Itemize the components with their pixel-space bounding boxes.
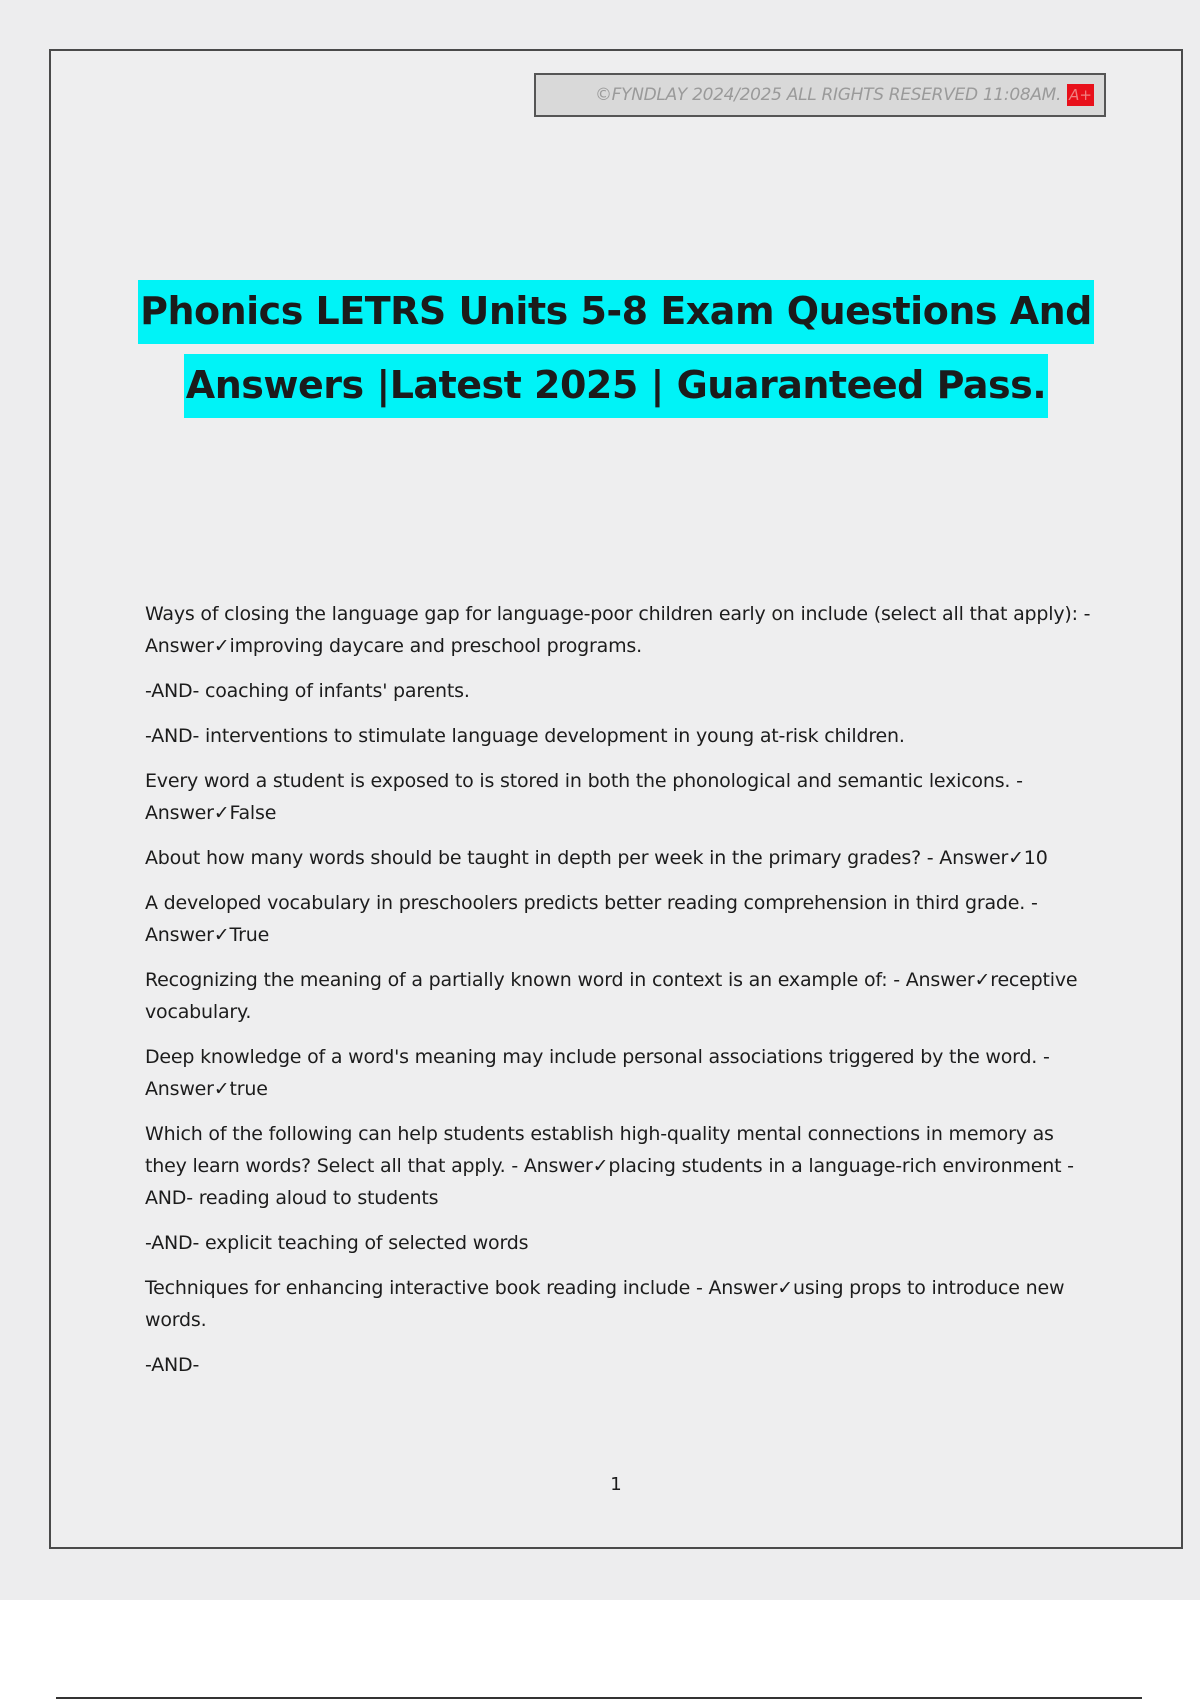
document-title bbox=[60, 280, 1172, 418]
copyright-text: ©FYNDLAY 2024/2025 ALL RIGHTS RESERVED 11:08AM. bbox=[594, 85, 1062, 105]
paragraph: About how many words should be taught in depth per week in the primary grades? - Answer✓10 bbox=[145, 847, 1048, 869]
paragraph: -AND- coaching of infants' parents. bbox=[145, 680, 470, 702]
page-number: 1 bbox=[610, 1474, 622, 1495]
paragraph: -AND- explicit teaching of selected words bbox=[145, 1232, 529, 1254]
title-line-1: Phonics LETRS Units 5-8 Exam Questions And bbox=[138, 280, 1094, 344]
grade-badge: A+ bbox=[1069, 86, 1092, 104]
paragraph: Which of the following can help students establish high-quality mental connections in memory as they learn words? Select all that apply. - Answer✓placing students in a language-rich environment -AND- reading aloud to students bbox=[145, 1123, 1074, 1209]
paragraph: Ways of closing the language gap for language-poor children early on include (select all that apply): - Answer✓improving daycare and preschool programs. bbox=[145, 603, 1091, 657]
paragraph: -AND- interventions to stimulate language development in young at-risk children. bbox=[145, 725, 905, 747]
divider bbox=[56, 1697, 1142, 1699]
paragraph: Techniques for enhancing interactive book reading include - Answer✓using props to introduce new words. bbox=[145, 1277, 1065, 1331]
question-list bbox=[145, 598, 1095, 1394]
paragraph: Deep knowledge of a word's meaning may include personal associations triggered by the word. - Answer✓true bbox=[145, 1046, 1050, 1100]
title-line-2: Answers |Latest 2025 | Guaranteed Pass. bbox=[184, 354, 1048, 418]
paragraph: -AND- bbox=[145, 1354, 200, 1376]
paragraph: Recognizing the meaning of a partially known word in context is an example of: - Answer✓receptive vocabulary. bbox=[145, 969, 1078, 1023]
paragraph: A developed vocabulary in preschoolers predicts better reading comprehension in third grade. - Answer✓True bbox=[145, 892, 1038, 946]
copyright-banner bbox=[534, 73, 1106, 117]
paragraph: Every word a student is exposed to is stored in both the phonological and semantic lexicons. - Answer✓False bbox=[145, 770, 1023, 824]
